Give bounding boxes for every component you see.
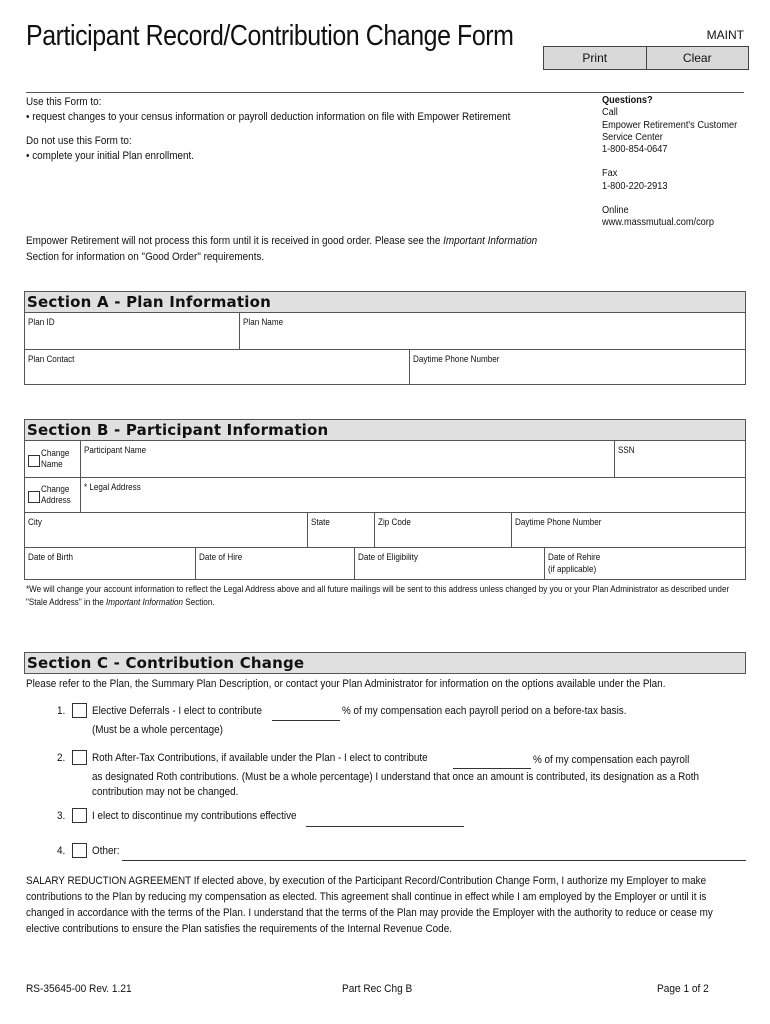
questions-url[interactable]: www.massmutual.com/corp bbox=[602, 217, 714, 228]
form-short-name: Part Rec Chg B bbox=[342, 983, 413, 995]
use-item: • request changes to your census information or payroll deduction information on file with Empower Retirement bbox=[26, 111, 511, 123]
clear-button[interactable]: Clear bbox=[646, 47, 749, 69]
participant-phone-field[interactable] bbox=[511, 513, 745, 547]
questions-online-label: Online bbox=[602, 205, 629, 216]
change-address-cell bbox=[25, 478, 80, 512]
option-3-label: I elect to discontinue my contributions effective bbox=[92, 810, 297, 822]
doh-label: Date of Hire bbox=[199, 552, 243, 562]
section-c-intro: Please refer to the Plan, the Summary Plan Description, or contact your Plan Administrator for information on the options available under the Plan. bbox=[26, 678, 666, 690]
option-1-after: % of my compensation each payroll period on a before-tax basis. bbox=[342, 705, 627, 717]
option-4-checkbox[interactable] bbox=[72, 843, 87, 858]
plan-name-field[interactable] bbox=[239, 313, 745, 349]
salary-line-3: changed in accordance with the terms of the Plan. I understand that the terms of the Plan may provide the Employer with the authority to reduce or cease my bbox=[26, 907, 713, 919]
questions-fax: 1-800-220-2913 bbox=[602, 181, 668, 192]
participant-name-label: Participant Name bbox=[84, 445, 147, 455]
option-2-line-3: contribution may not be changed. bbox=[92, 786, 239, 798]
option-3-number: 3. bbox=[57, 810, 66, 822]
salary-line-2: contributions to the Plan by reducing my compensation as elected. This agreement shall continue in effect while I am employed by the Employer or until it is bbox=[26, 891, 707, 903]
doh-field[interactable] bbox=[195, 548, 354, 579]
zip-label: Zip Code bbox=[378, 517, 411, 527]
doe-field[interactable] bbox=[354, 548, 544, 579]
participant-phone-label: Daytime Phone Number bbox=[515, 517, 602, 527]
salary-line-1: SALARY REDUCTION AGREEMENT If elected above, by execution of the Participant Record/Contribution Change Form, I authorize my Employer to make bbox=[26, 875, 707, 887]
questions-call-name-2: Service Center bbox=[602, 132, 663, 143]
plan-phone-label: Daytime Phone Number bbox=[413, 354, 500, 364]
ssn-field[interactable] bbox=[614, 441, 745, 477]
option-1-number: 1. bbox=[57, 705, 66, 717]
page-title: Participant Record/Contribution Change Form bbox=[26, 20, 514, 52]
state-label: State bbox=[311, 517, 330, 527]
questions-call-name-1: Empower Retirement's Customer bbox=[602, 120, 738, 131]
option-4-other-input[interactable] bbox=[122, 860, 746, 861]
change-name-label: Change Name bbox=[41, 448, 70, 469]
questions-fax-label: Fax bbox=[602, 168, 618, 179]
plan-phone-field[interactable] bbox=[409, 350, 745, 384]
section-b-header: Section B - Participant Information bbox=[24, 419, 746, 441]
use-heading: Use this Form to: bbox=[26, 96, 102, 108]
option-2-number: 2. bbox=[57, 752, 66, 764]
plan-contact-field[interactable] bbox=[25, 350, 409, 384]
print-button[interactable]: Print bbox=[582, 51, 608, 65]
section-a-header: Section A - Plan Information bbox=[24, 291, 746, 313]
change-address-label: Change Address bbox=[41, 484, 71, 505]
dob-label: Date of Birth bbox=[28, 552, 74, 562]
change-name-checkbox[interactable] bbox=[28, 455, 40, 467]
change-name-cell bbox=[25, 441, 80, 477]
dob-field[interactable] bbox=[25, 548, 195, 579]
legal-address-field[interactable] bbox=[80, 478, 745, 512]
state-field[interactable] bbox=[307, 513, 374, 547]
option-1-percent-input[interactable] bbox=[272, 720, 340, 721]
participant-name-field[interactable] bbox=[80, 441, 614, 477]
address-note-line-2: "Stale Address" in the Important Information Section. bbox=[26, 597, 215, 607]
questions-phone: 1-800-854-0647 bbox=[602, 144, 668, 155]
section-b-grid bbox=[24, 441, 746, 580]
questions-heading: Questions? bbox=[602, 95, 653, 106]
good-order-line-2: Section for information on "Good Order" requirements. bbox=[26, 251, 265, 263]
option-1-label: Elective Deferrals - I elect to contribute bbox=[92, 705, 263, 717]
option-1-note: (Must be a whole percentage) bbox=[92, 724, 223, 736]
city-field[interactable] bbox=[25, 513, 307, 547]
page-number: Page 1 of 2 bbox=[657, 983, 709, 995]
option-1-checkbox[interactable] bbox=[72, 703, 87, 718]
zip-field[interactable] bbox=[374, 513, 511, 547]
city-label: City bbox=[28, 517, 42, 527]
dor-field[interactable] bbox=[544, 548, 745, 579]
change-address-checkbox[interactable] bbox=[28, 491, 40, 503]
plan-contact-label: Plan Contact bbox=[28, 354, 75, 364]
option-3-date-input[interactable] bbox=[306, 826, 464, 827]
form-id: RS-35645-00 Rev. 1.21 bbox=[26, 983, 132, 995]
form-button-bar bbox=[543, 46, 749, 70]
dont-item: • complete your initial Plan enrollment. bbox=[26, 150, 195, 162]
option-2-after: % of my compensation each payroll bbox=[533, 754, 690, 766]
salary-line-4: elective contributions to ensure the Plan satisfies the requirements of the Internal Revenue Code. bbox=[26, 923, 452, 935]
plan-id-label: Plan ID bbox=[28, 317, 55, 327]
address-note-line-1: *We will change your account information to reflect the Legal Address above and all future mailings will be sent to this address unless changed by you or your Plan Administrator as described under bbox=[26, 584, 730, 594]
legal-address-label: * Legal Address bbox=[84, 482, 141, 492]
section-a-grid bbox=[24, 313, 746, 385]
dont-heading: Do not use this Form to: bbox=[26, 135, 132, 147]
option-3-checkbox[interactable] bbox=[72, 808, 87, 823]
plan-name-label: Plan Name bbox=[243, 317, 284, 327]
option-4-label: Other: bbox=[92, 845, 120, 857]
good-order-line-1: Empower Retirement will not process this form until it is received in good order. Please see the Important Information bbox=[26, 235, 538, 247]
header-divider bbox=[26, 92, 744, 93]
doe-label: Date of Eligibility bbox=[358, 552, 418, 562]
section-c-header: Section C - Contribution Change bbox=[24, 652, 746, 674]
option-4-number: 4. bbox=[57, 845, 66, 857]
dor-label: Date of Rehire (if applicable) bbox=[548, 552, 601, 574]
questions-call: Call bbox=[602, 107, 618, 118]
option-2-line-2: as designated Roth contributions. (Must be a whole percentage) I understand that once an amount is contributed, its designation as a Roth bbox=[92, 771, 700, 783]
plan-id-field[interactable] bbox=[25, 313, 239, 349]
maint-label: MAINT bbox=[706, 28, 744, 42]
option-2-checkbox[interactable] bbox=[72, 750, 87, 765]
option-2-label: Roth After-Tax Contributions, if available under the Plan - I elect to contribute bbox=[92, 752, 428, 764]
ssn-label: SSN bbox=[618, 445, 635, 455]
